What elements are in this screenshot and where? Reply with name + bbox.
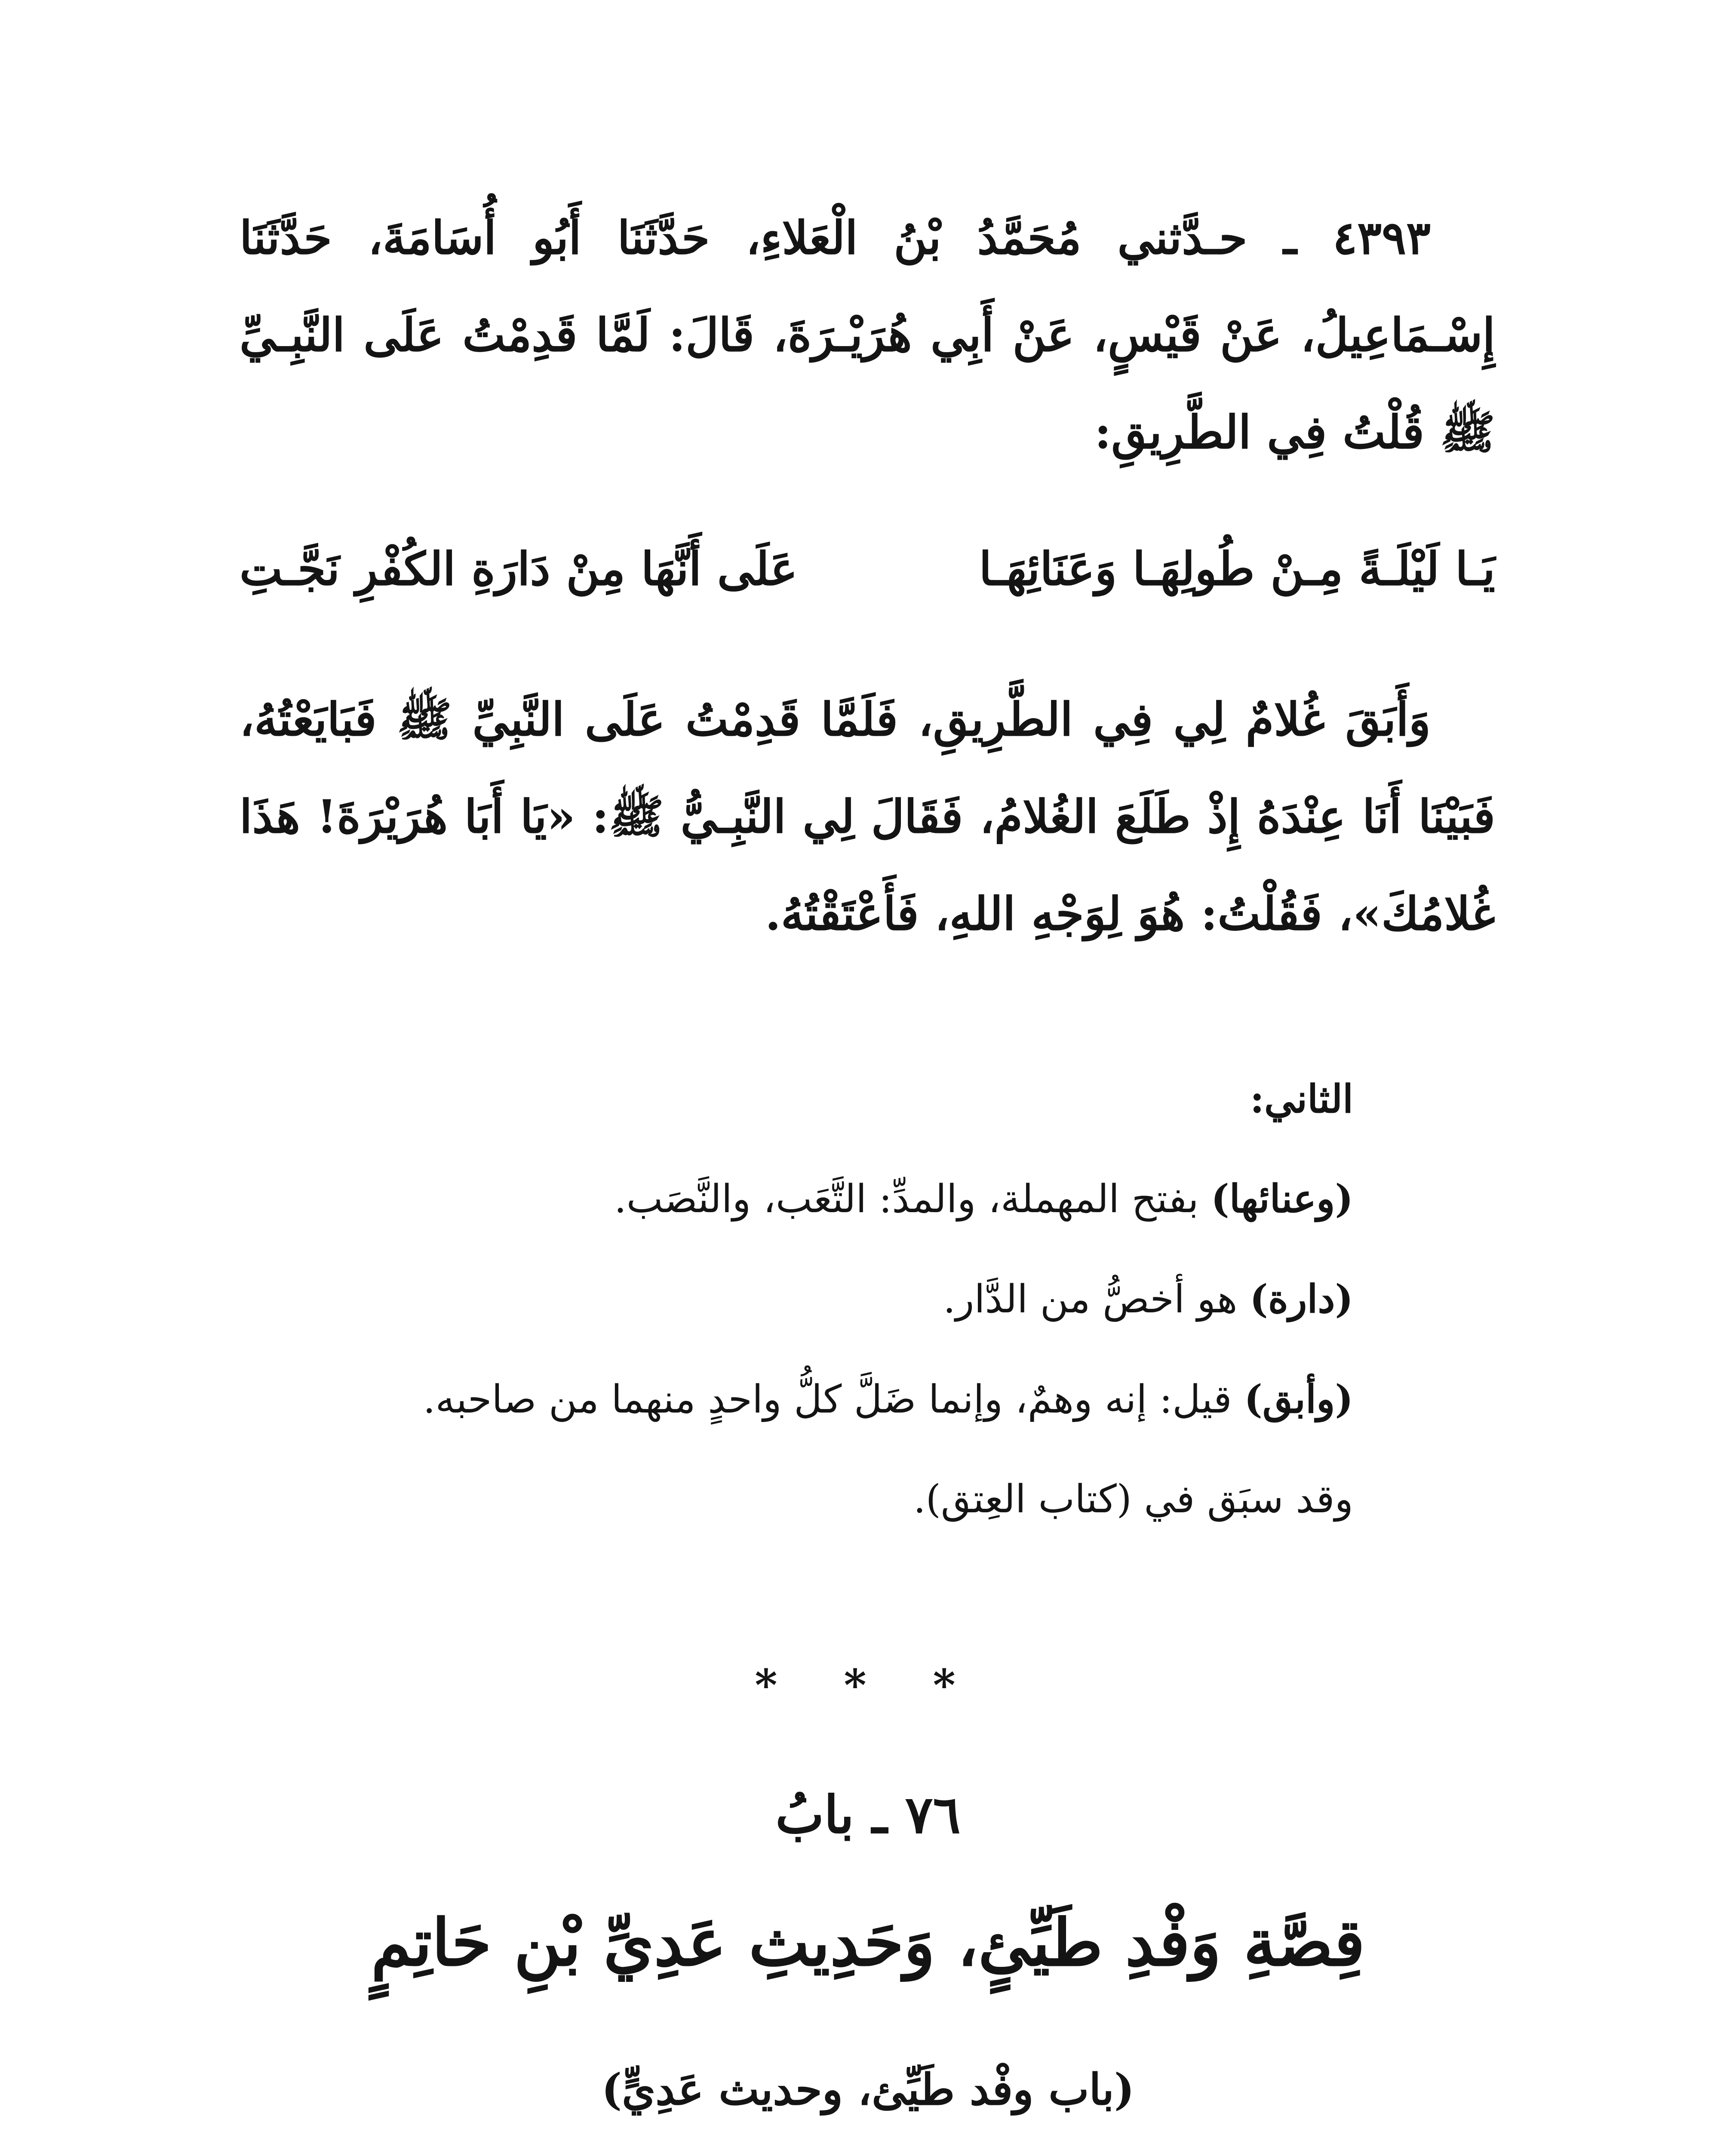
hadith-intro (240, 189, 1495, 481)
commentary-text: قيل: إنه وهمٌ، وإنما ضَلَّ كلُّ واحدٍ منهما من صاحبه. (423, 1377, 1244, 1422)
chapter-title: قِصَّةِ وَفْدِ طَيِّئٍ، وَحَدِيثِ عَدِيِّ بْنِ حَاتِمٍ (371, 1905, 1365, 1981)
commentary-item (235, 1149, 1353, 1249)
commentary-closing: وقد سبَق في (كتاب العِتق). (913, 1477, 1353, 1522)
hadith-intro-text: ٤٣٩٣ ـ حـدَّثني مُحَمَّدُ بْنُ الْعَلاءِ، حَدَّثَنَا أَبُو أُسَامَةَ، حَدَّثَنَا إِسْـمَاعِيلُ، عَنْ قَيْسٍ، عَنْ أَبِي هُرَيْـرَةَ، قَالَ: لَمَّا قَدِمْتُ عَلَى النَّبِـيِّ ﷺ قُلْتُ فِي الطَّرِيقِ: (240, 211, 1495, 459)
chapter-number: ٧٦ ـ بابُ (775, 1784, 961, 1845)
section-separator: * * * (755, 1660, 981, 1711)
commentary-section (235, 1049, 1353, 1549)
hadith-continuation (240, 671, 1495, 962)
commentary-term: (وأبق) (1244, 1376, 1353, 1422)
commentary-term: (دارة) (1250, 1276, 1353, 1322)
commentary-item (235, 1349, 1353, 1450)
verse-second-hemistich: عَلَى أَنَّهَا مِنْ دَارَةِ الكُفْرِ نَجَّـتِ (240, 542, 798, 596)
commentary-heading: الثاني: (1250, 1076, 1353, 1122)
commentary-text: بفتح المهملة، والمدِّ: التَّعَب، والنَّصَب. (614, 1176, 1211, 1222)
commentary-term: (وعنائها) (1211, 1176, 1353, 1222)
chapter-sub-heading: (باب وفْد طَيِّئ، وحديث عَدِيٍّ) (601, 2064, 1135, 2115)
commentary-text: هو أخصُّ من الدَّار. (943, 1277, 1250, 1322)
verse-first-hemistich: يَـا لَيْلَـةً مِـنْ طُولِهَـا وَعَنَائِهَـا (979, 542, 1495, 596)
commentary-item (235, 1249, 1353, 1349)
hadith-continuation-text: وَأَبَقَ غُلامٌ لِي فِي الطَّرِيقِ، فَلَمَّا قَدِمْتُ عَلَى النَّبِيِّ ﷺ فَبَايَعْتُهُ، فَبَيْنَا أَنَا عِنْدَهُ إِذْ طَلَعَ الغُلامُ، فَقَالَ لِي النَّبِـيُّ ﷺ: «يَا أَبَا هُرَيْرَةَ! هَذَا غُلامُكَ»، فَقُلْتُ: هُوَ لِوَجْهِ اللهِ، فَأَعْتَقْتُهُ. (240, 692, 1495, 940)
poetry-verse (240, 542, 1495, 619)
